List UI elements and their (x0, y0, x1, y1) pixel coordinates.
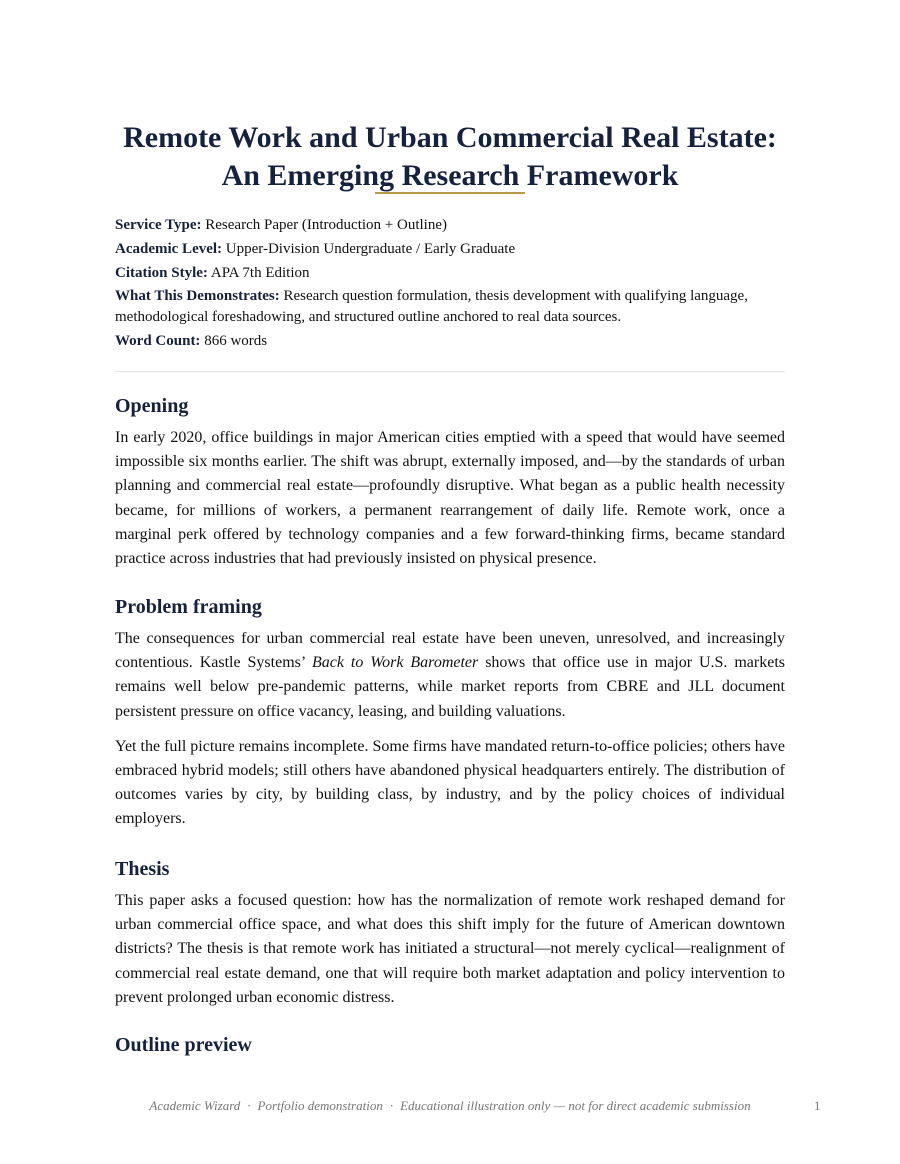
section-divider (115, 371, 785, 372)
paragraph (115, 627, 785, 724)
section-thesis (115, 856, 785, 1010)
footer-separator: · (389, 1098, 394, 1113)
title-accent-rule (375, 192, 525, 194)
meta-what-this-demonstrates (115, 286, 785, 328)
meta-value: 866 words (204, 333, 268, 349)
footer-brand: Academic Wizard (149, 1098, 241, 1113)
meta-value: Research Paper (Introduction + Outline) (205, 217, 447, 233)
section-heading: Outline preview (115, 1034, 252, 1056)
footer-portfolio: Portfolio demonstration (257, 1098, 383, 1113)
footer-disclaimer: Educational illustration only — not for direct academic submission (400, 1098, 751, 1113)
meta-key: Service Type: (115, 217, 202, 233)
meta-value: Upper-Division Undergraduate / Early Graduate (225, 241, 516, 257)
title-line-2: An Emerging Research Framework (221, 159, 679, 193)
paragraph-text: The consequences for urban commercial real estate have been uneven, unresolved, and increasingly contentious. Kastle Systems’ (115, 630, 785, 672)
paragraph: Yet the full picture remains incomplete. Some firms have mandated return-to-office policies; others have embraced hybrid models; still others have abandoned physical headquarters entirely. The distribution of outcomes varies by city, by building class, by industry, and by the policy choices of individual employers. (115, 737, 785, 828)
section-opening (115, 393, 785, 571)
section-heading: Problem framing (115, 596, 262, 618)
paragraph: This paper asks a focused question: how has the normalization of remote work reshaped demand for urban commercial office space, and what does this shift imply for the future of American downtown districts? The thesis is that remote work has initiated a structural—not merely cyclical—realignment of commercial real estate demand, one that will require both market adaptation and policy intervention to prevent prolonged urban economic distress. (115, 892, 785, 1006)
meta-value: APA 7th Edition (210, 265, 310, 281)
page-footer (0, 1098, 900, 1114)
meta-word-count (115, 330, 785, 352)
title-line-1: Remote Work and Urban Commercial Real Estate: (123, 121, 777, 155)
section-outline-preview (115, 1032, 785, 1058)
meta-key: Citation Style: (115, 265, 208, 281)
section-heading: Opening (115, 395, 189, 417)
paragraph-text: shows that office use in major U.S. markets remains well below pre-pandemic patterns, while market reports from CBRE and JLL document persistent pressure on office vacancy, leasing, and building valuations. (115, 654, 786, 720)
meta-academic-level (115, 238, 785, 260)
section-problem-framing (115, 594, 785, 832)
footer-separator: · (247, 1098, 251, 1113)
section-heading: Thesis (115, 858, 170, 880)
meta-key: What This Demonstrates: (115, 288, 280, 304)
meta-value: Research question formulation, thesis development with qualifying language, methodological foreshadowing, and structured outline anchored to real data sources. (115, 288, 748, 325)
metadata-block (115, 214, 785, 354)
meta-key: Word Count: (115, 333, 201, 349)
meta-citation-style (115, 262, 785, 284)
document-title (115, 119, 785, 195)
page-number: 1 (814, 1098, 821, 1113)
source-title: Back to Work Barometer (311, 654, 479, 672)
paragraph: In early 2020, office buildings in major American cities emptied with a speed that would have seemed impossible six months earlier. The shift was abrupt, externally imposed, and—by the standards of urban planning and commercial real estate—profoundly disruptive. What began as a public health necessity became, for millions of workers, a permanent rearrangement of daily life. Remote work, once a marginal perk offered by technology companies and a few forward-thinking firms, became standard practice across industries that had previously insisted on physical presence. (115, 429, 785, 568)
meta-service-type (115, 214, 785, 236)
meta-key: Academic Level: (115, 241, 223, 257)
